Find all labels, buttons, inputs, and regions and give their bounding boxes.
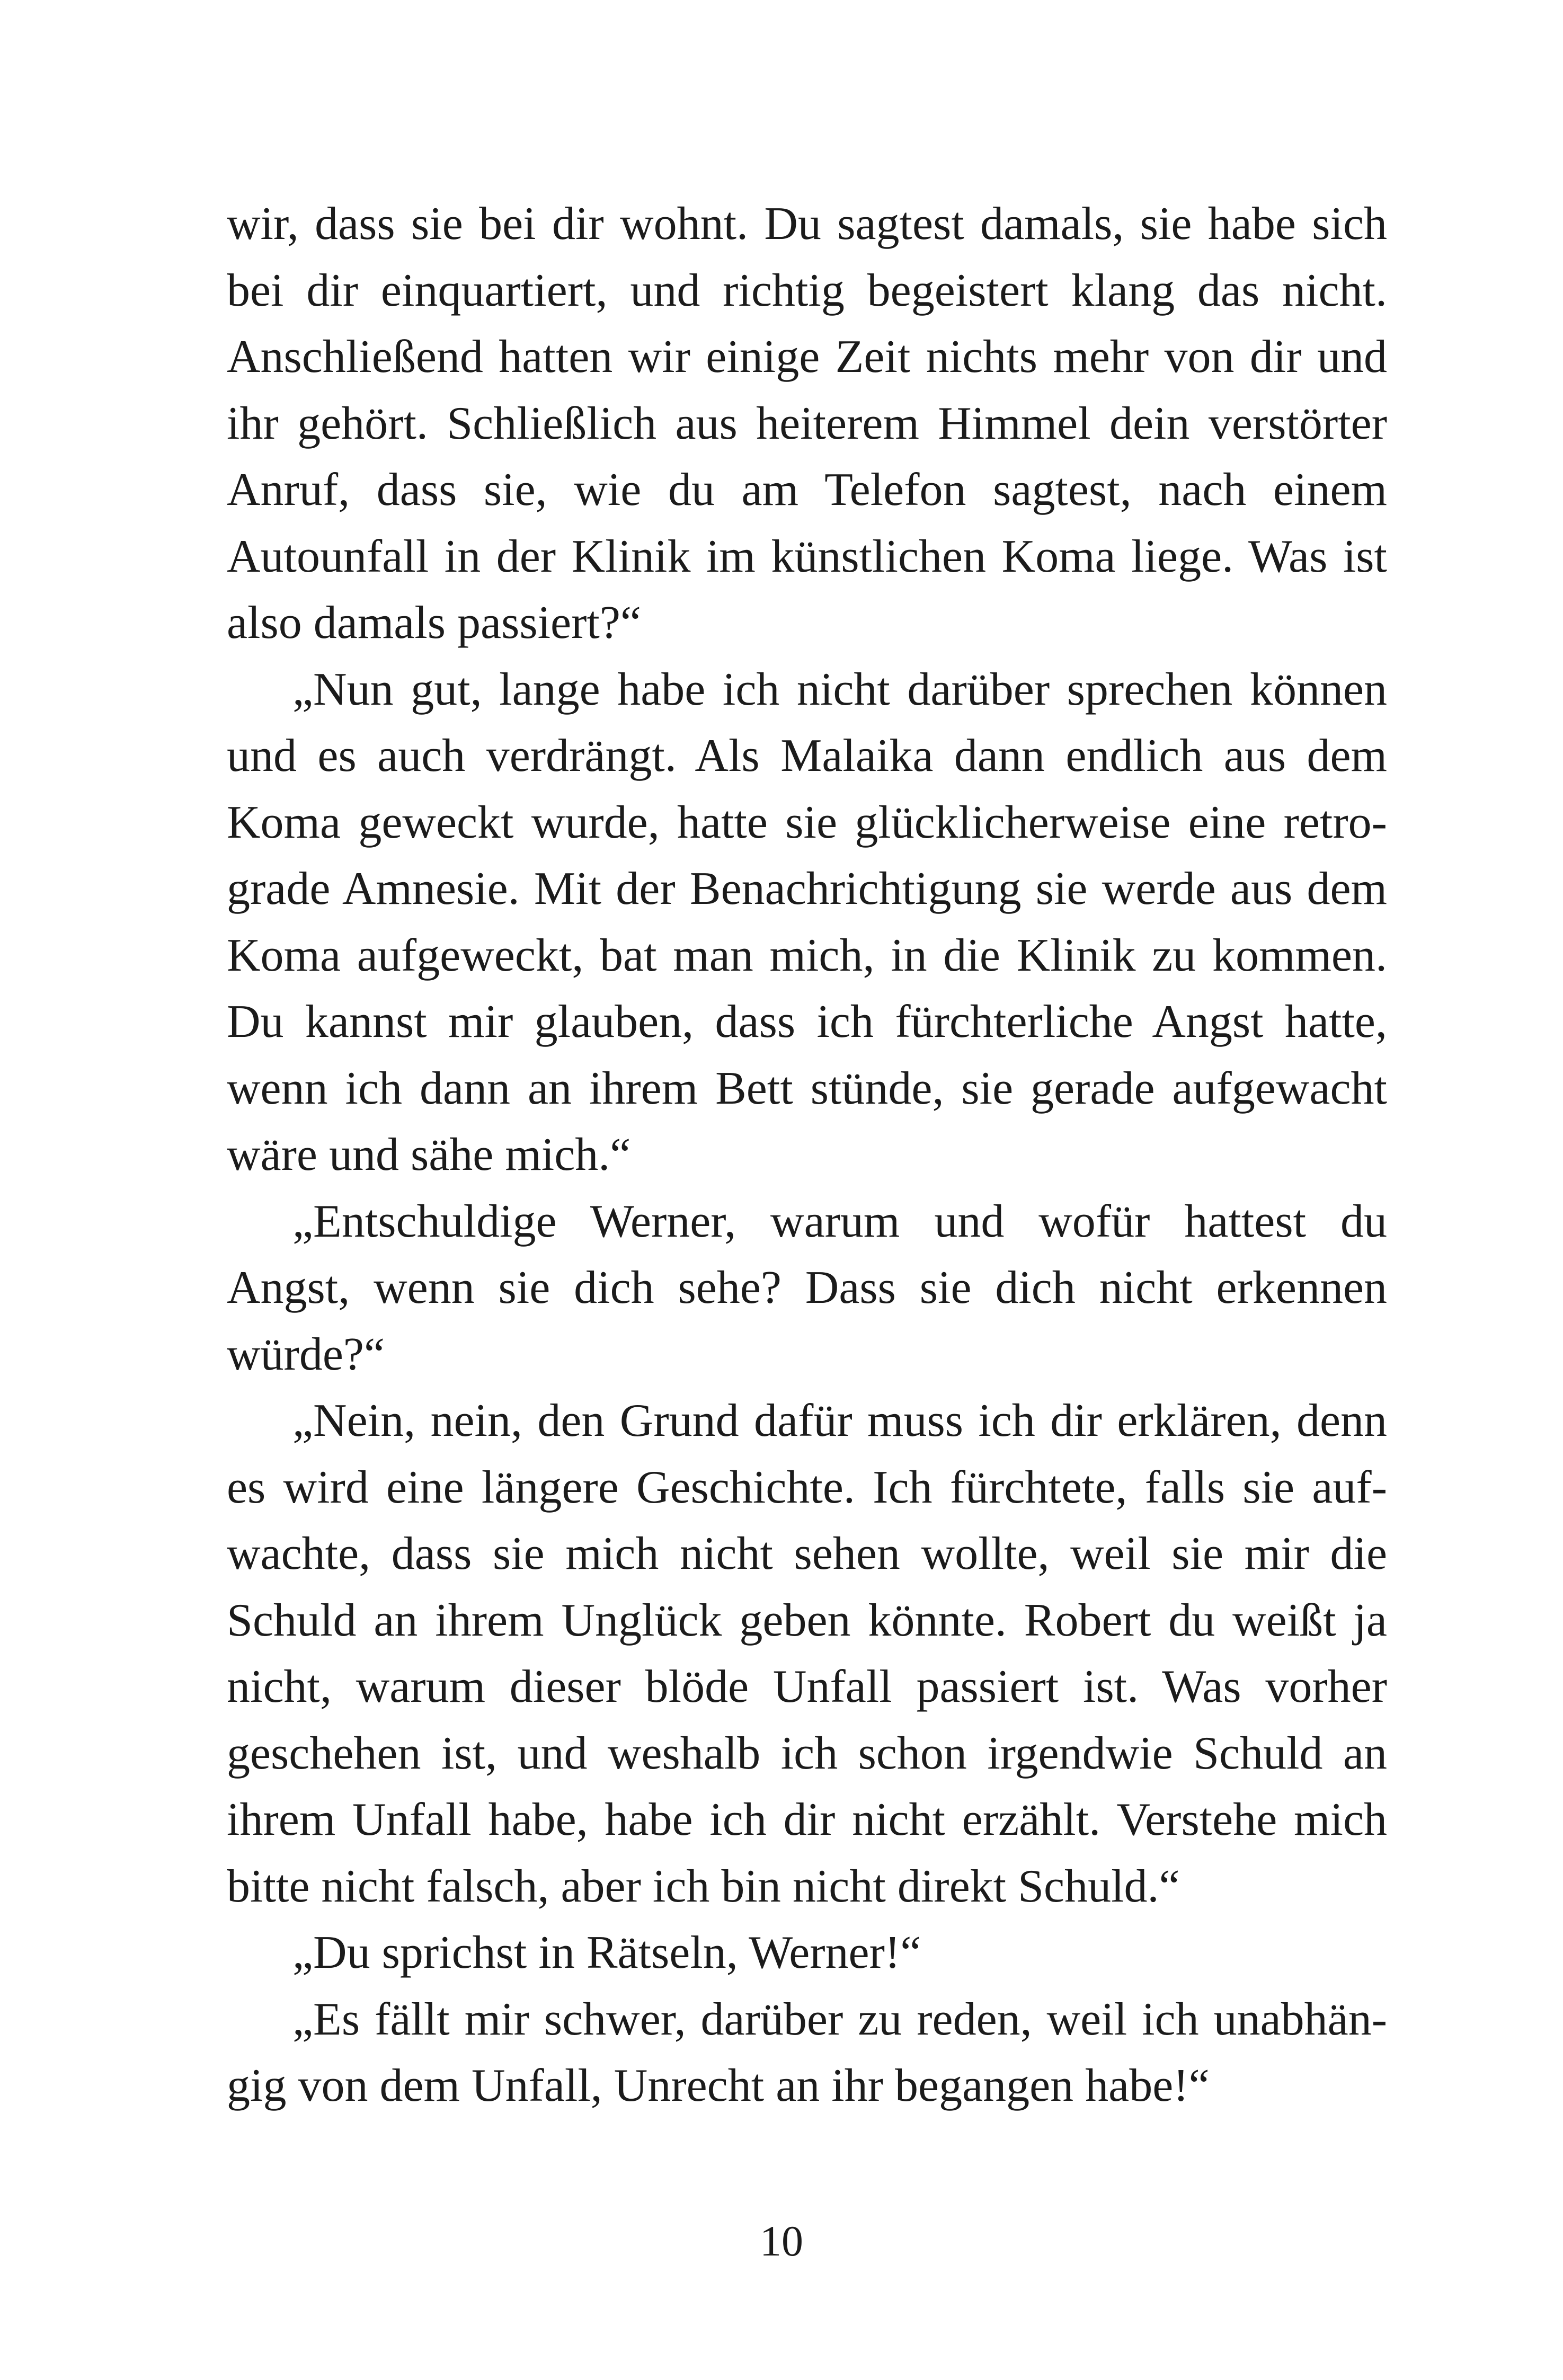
- text-line: nicht, warum dieser blöde Unfall passiert ist. Was vorher: [227, 1661, 1387, 1712]
- text-line: bei dir einquartiert, und richtig begeistert klang das nicht.: [227, 264, 1387, 316]
- text-line: Koma geweckt wurde, hatte sie glücklicherweise eine retro-: [227, 796, 1387, 848]
- text-line: „Du sprichst in Rätseln, Werner!“: [292, 1927, 921, 1978]
- text-line: bitte nicht falsch, aber ich bin nicht direkt Schuld.“: [227, 1860, 1180, 1912]
- text-line: es wird eine längere Geschichte. Ich fürchtete, falls sie auf-: [227, 1461, 1387, 1513]
- text-line: ihr gehört. Schließlich aus heiterem Himmel dein verstörter: [227, 397, 1387, 449]
- text-line: also damals passiert?“: [227, 597, 641, 649]
- text-line: „Nun gut, lange habe ich nicht darüber sprechen können: [292, 663, 1387, 715]
- text-line: wachte, dass sie mich nicht sehen wollte, weil sie mir die: [227, 1528, 1387, 1579]
- text-line: Autounfall in der Klinik im künstlichen Koma liege. Was ist: [227, 530, 1387, 582]
- page-number: 10: [760, 2217, 803, 2265]
- text-line: wäre und sähe mich.“: [227, 1129, 631, 1180]
- text-line: würde?“: [227, 1328, 385, 1380]
- text-line: Schuld an ihrem Unglück geben könnte. Robert du weißt ja: [227, 1594, 1387, 1646]
- text-line: ihrem Unfall habe, habe ich dir nicht erzählt. Verstehe mich: [227, 1794, 1387, 1845]
- text-line: und es auch verdrängt. Als Malaika dann endlich aus dem: [227, 730, 1387, 782]
- text-line: gig von dem Unfall, Unrecht an ihr begangen habe!“: [227, 2060, 1210, 2111]
- text-line: Anruf, dass sie, wie du am Telefon sagtest, nach einem: [227, 464, 1387, 516]
- text-line: Anschließend hatten wir einige Zeit nichts mehr von dir und: [227, 331, 1387, 383]
- text-line: wenn ich dann an ihrem Bett stünde, sie gerade aufgewacht: [227, 1062, 1387, 1114]
- text-line: Koma aufgeweckt, bat man mich, in die Klinik zu kommen.: [227, 929, 1387, 981]
- text-line: geschehen ist, und weshalb ich schon irgendwie Schuld an: [227, 1727, 1387, 1779]
- text-line: Du kannst mir glauben, dass ich fürchterliche Angst hatte,: [227, 996, 1387, 1047]
- body-text: [227, 191, 1387, 2119]
- text-line: Angst, wenn sie dich sehe? Dass sie dich nicht erkennen: [227, 1262, 1387, 1313]
- text-line: „Nein, nein, den Grund dafür muss ich dir erklären, denn: [292, 1395, 1387, 1446]
- text-line: „Entschuldige Werner, warum und wofür hattest du: [292, 1195, 1387, 1247]
- text-line: grade Amnesie. Mit der Benachrichtigung sie werde aus dem: [227, 863, 1387, 914]
- text-line: wir, dass sie bei dir wohnt. Du sagtest damals, sie habe sich: [227, 198, 1387, 250]
- text-line: „Es fällt mir schwer, darüber zu reden, weil ich unabhän-: [292, 1993, 1387, 2045]
